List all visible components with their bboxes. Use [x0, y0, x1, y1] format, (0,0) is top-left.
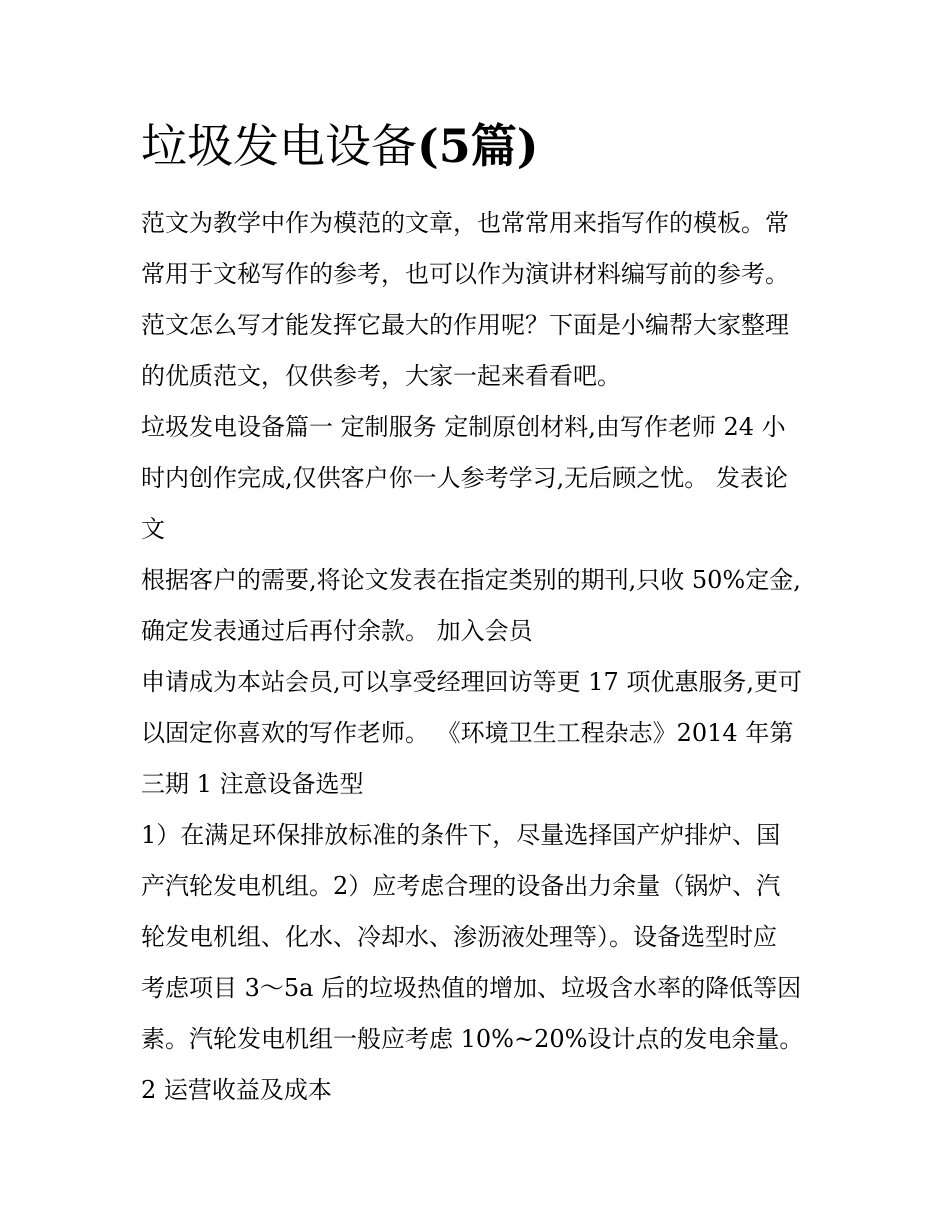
- document-title-main: 垃圾发电设备: [141, 119, 417, 173]
- body-line: 根据客户的需要,将论文发表在指定类别的期刊,只收 50%定金,: [141, 566, 801, 594]
- body-line: 考虑项目 3～5a 后的垃圾热值的增加、垃圾含水率的降低等因: [141, 974, 802, 1002]
- body-line: 范文怎么写才能发挥它最大的作用呢？下面是小编帮大家整理: [141, 311, 789, 339]
- document-body: [141, 198, 813, 1116]
- body-line: 产汽轮发电机组。2）应考虑合理的设备出力余量（锅炉、汽: [141, 872, 781, 900]
- body-line: 2 运营收益及成本: [141, 1076, 332, 1104]
- body-line: 素。汽轮发电机组一般应考虑 10%~20%设计点的发电余量。: [141, 1025, 804, 1053]
- body-line: 文: [141, 515, 165, 543]
- body-line: 1）在满足环保排放标准的条件下，尽量选择国产炉排炉、国: [141, 821, 781, 849]
- body-line: 常用于文秘写作的参考，也可以作为演讲材料编写前的参考。: [141, 260, 789, 288]
- document-title-suffix: (5篇): [417, 119, 539, 173]
- body-line: 垃圾发电设备篇一 定制服务 定制原创材料,由写作老师 24 小: [141, 413, 786, 441]
- body-line: 以固定你喜欢的写作老师。 《环境卫生工程杂志》2014 年第: [141, 719, 794, 747]
- body-line: 范文为教学中作为模范的文章，也常常用来指写作的模板。常: [141, 209, 789, 237]
- body-line: 轮发电机组、化水、冷却水、渗沥液处理等）。设备选型时应: [141, 923, 777, 951]
- body-line: 申请成为本站会员,可以享受经理回访等更 17 项优惠服务,更可: [141, 668, 803, 696]
- document-title: [141, 116, 539, 176]
- body-line: 确定发表通过后再付余款。 加入会员: [141, 617, 533, 645]
- body-line: 的优质范文，仅供参考，大家一起来看看吧。: [141, 362, 621, 390]
- body-line: 三期 1 注意设备选型: [141, 770, 364, 798]
- body-line: 时内创作完成,仅供客户你一人参考学习,无后顾之忧。 发表论: [141, 464, 788, 492]
